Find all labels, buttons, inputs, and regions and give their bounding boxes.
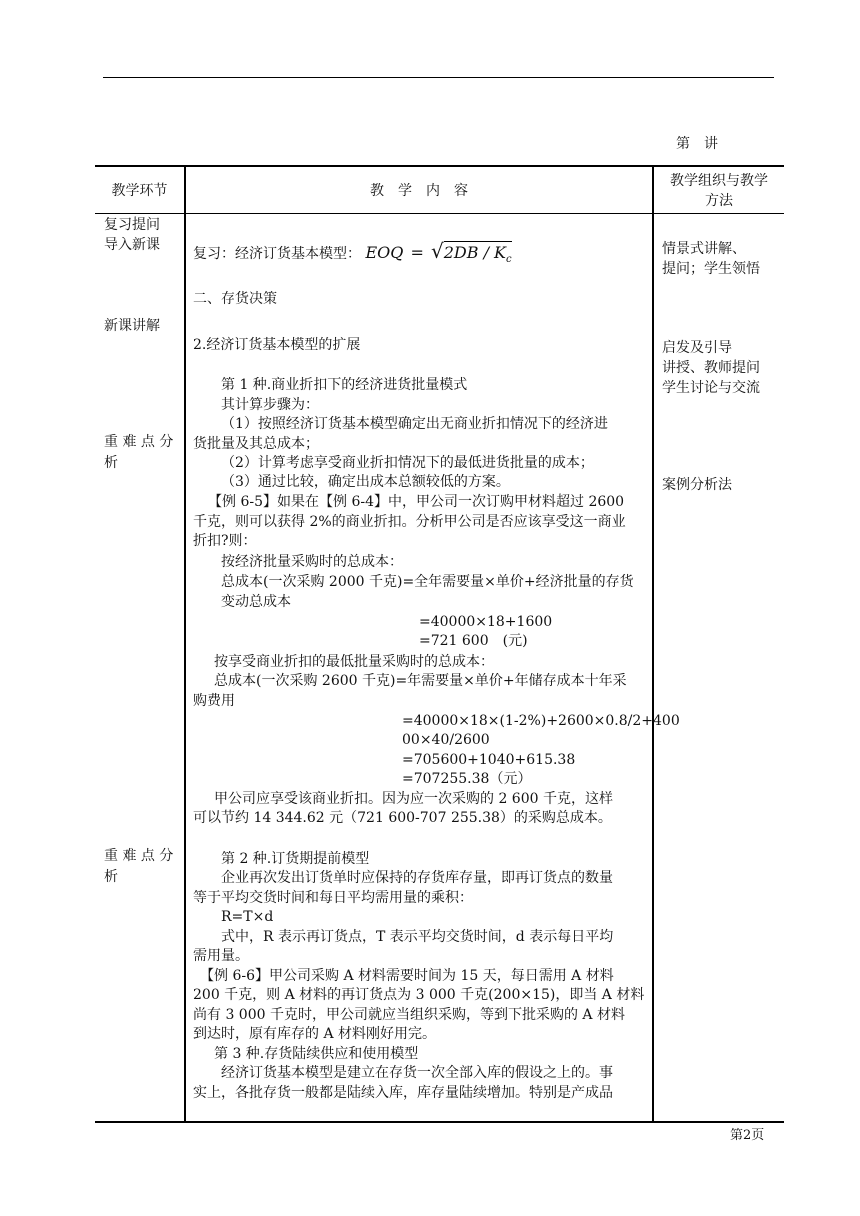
review-prefix: 复习：经济订货基本模型： [193,246,361,262]
content-line: R=T×d [221,909,274,925]
content-line: 购费用 [193,693,235,709]
content-line: 尚有 3 000 千克时，甲公司就应当组织采购，等到下批采购的 A 材料 [193,1007,625,1023]
content-line: 到达时，原有库存的 A 材料刚好用完。 [193,1026,437,1042]
content-line: =40000×18×(1-2%)+2600×0.8/2+400 [402,713,680,729]
content-line: （2）计算考虑享受商业折扣情况下的最低进货批量的成本； [221,455,594,471]
stage-review-line2: 导入新课 [104,237,160,253]
content-line: 甲公司应享受该商业折扣。因为应一次采购的 2 600 千克，这样 [214,791,613,807]
stage-review-line1: 复习提问 [104,217,160,233]
content-line: 需用量。 [193,948,249,964]
formula-lhs: EOQ [365,243,404,262]
method-2-line2: 讲授、教师提问 [662,360,760,376]
stage-key-points-2-line1: 重 难 点 分 [104,848,174,864]
content-line: 实上，各批存货一般都是陆续入库，库存量陆续增加。特别是产成品 [193,1085,613,1101]
stage-key-points-1-line2: 析 [104,455,118,471]
content-line: 千克，则可以获得 2%的商业折扣。分析甲公司是否应该享受这一商业 [193,514,626,530]
content-line: =705600+1040+615.38 [402,752,576,768]
formula-radicand: $2DB / K_c$ [443,243,512,266]
content-line: 等于平均交货时间和每日平均需用量的乘积： [193,890,473,906]
stage-new-lesson: 新课讲解 [104,318,160,334]
page-number: 第2页 [730,1128,765,1143]
method-1-line2: 提问；学生领悟 [662,261,760,277]
content-line: 【例 6-6】甲公司采购 A 材料需要时间为 15 天，每日需用 A 材料 [200,968,614,984]
content-line: =707255.38（元） [402,771,532,787]
method-3: 案例分析法 [662,477,732,493]
content-line: 其计算步骤为： [221,397,319,413]
formula-subscript: c [506,254,512,266]
content-line: 00×40/2600 [402,732,490,748]
table-top-border [95,165,784,167]
method-2-line3: 学生讨论与交流 [662,380,760,396]
table-bottom-border [95,1121,784,1123]
content-line: =721 600 (元) [419,633,528,649]
content-line: 可以节约 14 344.62 元（721 600-707 255.38）的采购总成本。 [193,810,612,826]
stage-key-points-1-line1: 重 难 点 分 [104,434,174,450]
content-line: 总成本(一次采购 2000 千克)=全年需要量×单价+经济批量的存货 [221,574,634,590]
header-col-method-line1: 教学组织与教学 [670,173,768,189]
eoq-formula [365,238,511,273]
content-line: 企业再次发出订货单时应保持的存货库存量，即再订货点的数量 [221,870,613,886]
sqrt-sign-icon: √ [430,239,444,263]
content-line: =40000×18+1600 [419,614,553,630]
stage-key-points-2-line2: 析 [104,869,118,885]
formula-eq: = [410,243,424,262]
subsection-eoq-extension: 2.经济订货基本模型的扩展 [193,337,361,353]
table-header-divider [95,213,784,214]
content-line: 折扣?则： [193,533,257,549]
content-line: 200 千克，则 A 材料的再订货点为 3 000 千克(200×15)，即当 A 材料 [193,987,645,1003]
content-line: 总成本(一次采购 2600 千克)=年需要量×单价+年储存成本十年采 [214,673,627,689]
section-inventory-decision: 二、存货决策 [193,291,277,307]
content-line: 第 2 种.订货期提前模型 [221,851,370,867]
content-line: 第 1 种.商业折扣下的经济进货批量模式 [221,377,468,393]
content-line: 【例 6-5】如果在【例 6-4】中，甲公司一次订购甲材料超过 2600 [208,494,625,510]
method-2-line1: 启发及引导 [662,340,732,356]
header-col-stage: 教学环节 [111,183,168,199]
content-line: 经济订货基本模型是建立在存货一次全部入库的假设之上的。事 [221,1065,613,1081]
header-col-method-line2: 方法 [705,193,733,209]
lecture-label: 第 讲 [676,136,718,152]
content-line: 货批量及其总成本； [193,436,319,452]
content-line: （1）按照经济订货基本模型确定出无商业折扣情况下的经济进 [221,416,608,432]
content-line: 式中，R 表示再订货点，T 表示平均交货时间，d 表示每日平均 [221,929,614,945]
content-line: 变动总成本 [221,594,291,610]
column-divider-left [184,165,186,1123]
content-line: （3）通过比较，确定出成本总额较低的方案。 [221,474,510,490]
header-rule [103,77,774,78]
header-col-content: 教 学 内 容 [370,183,468,199]
method-1-line1: 情景式讲解、 [662,241,746,257]
content-line: 按经济批量采购时的总成本： [221,554,403,570]
content-line: 第 3 种.存货陆续供应和使用模型 [214,1046,419,1062]
review-line [193,238,512,264]
content-line: 按享受商业折扣的最低批量采购时的总成本： [214,654,494,670]
column-divider-right [652,165,654,1123]
